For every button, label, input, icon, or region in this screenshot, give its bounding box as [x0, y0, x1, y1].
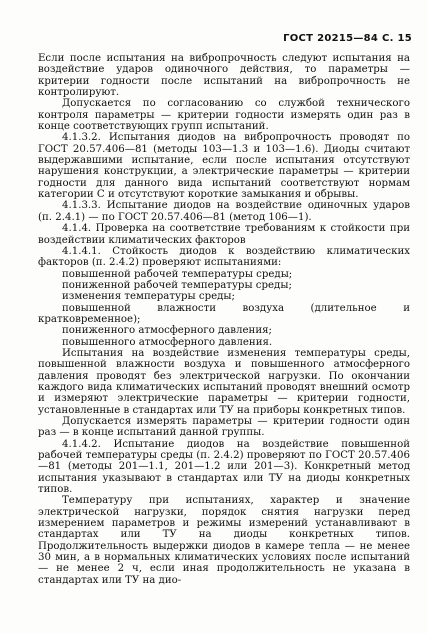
paragraph: 4.1.4.2. Испытание диодов на воздействие повышенной рабочей температуры среды (п. 2.4.2) проверяют по ГОСТ 20.57.406—81 (методы 201—1.1, 201—1.2 или 201—3). Конкретный метод испытания указывают в стандартах или ТУ на диоды конкретных типов. [38, 438, 410, 496]
body-text [38, 53, 410, 586]
paragraph: 4.1.3.3. Испытание диодов на воздействие одиночных ударов (п. 2.4.1) — по ГОСТ 20.57.406—81 (метод 106—1). [38, 200, 410, 223]
list-item: повышенного атмосферного давления. [62, 336, 273, 348]
paragraph: Температуру при испытаниях, характер и значение электрической нагрузки, порядок снятия нагрузки перед измерением параметров и режимы измерений устанавливают в стандартах или ТУ на диоды конкретных типов. Продолжительность выдержки диодов в камере тепла — не менее 30 мин, а в нормальных климатических условиях после испытаний — не менее 2 ч, если иная продолжительность не указана в стандартах или ТУ на дио- [38, 495, 410, 586]
paragraph: Испытания на воздействие изменения температуры среды, повышенной влажности воздуха и повышенного атмосферного давления проводят без электрической нагрузки. По окончании каждого вида климатических испытаний проводят внешний осмотр и измеряют электрические параметры — критерии годности, установленные в стандартах или ТУ на приборы конкретных типов. [38, 347, 410, 416]
page-header: ГОСТ 20215—84 С. 15 [283, 33, 412, 44]
paragraph: 4.1.3.2. Испытания диодов на вибропрочность проводят по ГОСТ 20.57.406—81 (методы 103—1.3 и 103—1.6). Диоды считают выдержавшими испытание, если после испытания отсутствуют нарушения конструкции, а электрические параметры — критерии годности для данного вида испытаний соответствуют нормам категории С и отсутствуют короткие замыкания и обрывы. [38, 132, 410, 201]
section-heading: 4.1.4. Проверка на соответствие требованиям к стойкости при воздействии климатических факторов [38, 223, 410, 246]
list-item: изменения температуры среды; [62, 291, 235, 303]
paragraph: Допускается по согласованию со службой технического контроля параметры — критерии годности измерять один раз в конце соответствующих групп испытаний. [38, 98, 410, 133]
paragraph: 4.1.4.1. Стойкость диодов к воздействию климатических факторов (п. 2.4.2) проверяют испытаниями: [38, 245, 410, 269]
list-item: пониженного атмосферного давления; [62, 325, 272, 337]
paragraph: Если после испытания на вибропрочность следуют испытания на воздействие ударов одиночного действия, то параметры — критерии годности после испытаний на вибропрочность не контролируют. [38, 53, 410, 99]
list-item: повышенной рабочей температуры среды; [62, 268, 293, 280]
list-item: пониженной рабочей температуры среды; [62, 279, 292, 291]
paragraph: Допускается измерять параметры — критерии годности один раз — в конце испытаний данной группы. [38, 416, 410, 439]
list-item: повышенной влажности воздуха (длительное и кратковременное); [38, 302, 410, 325]
